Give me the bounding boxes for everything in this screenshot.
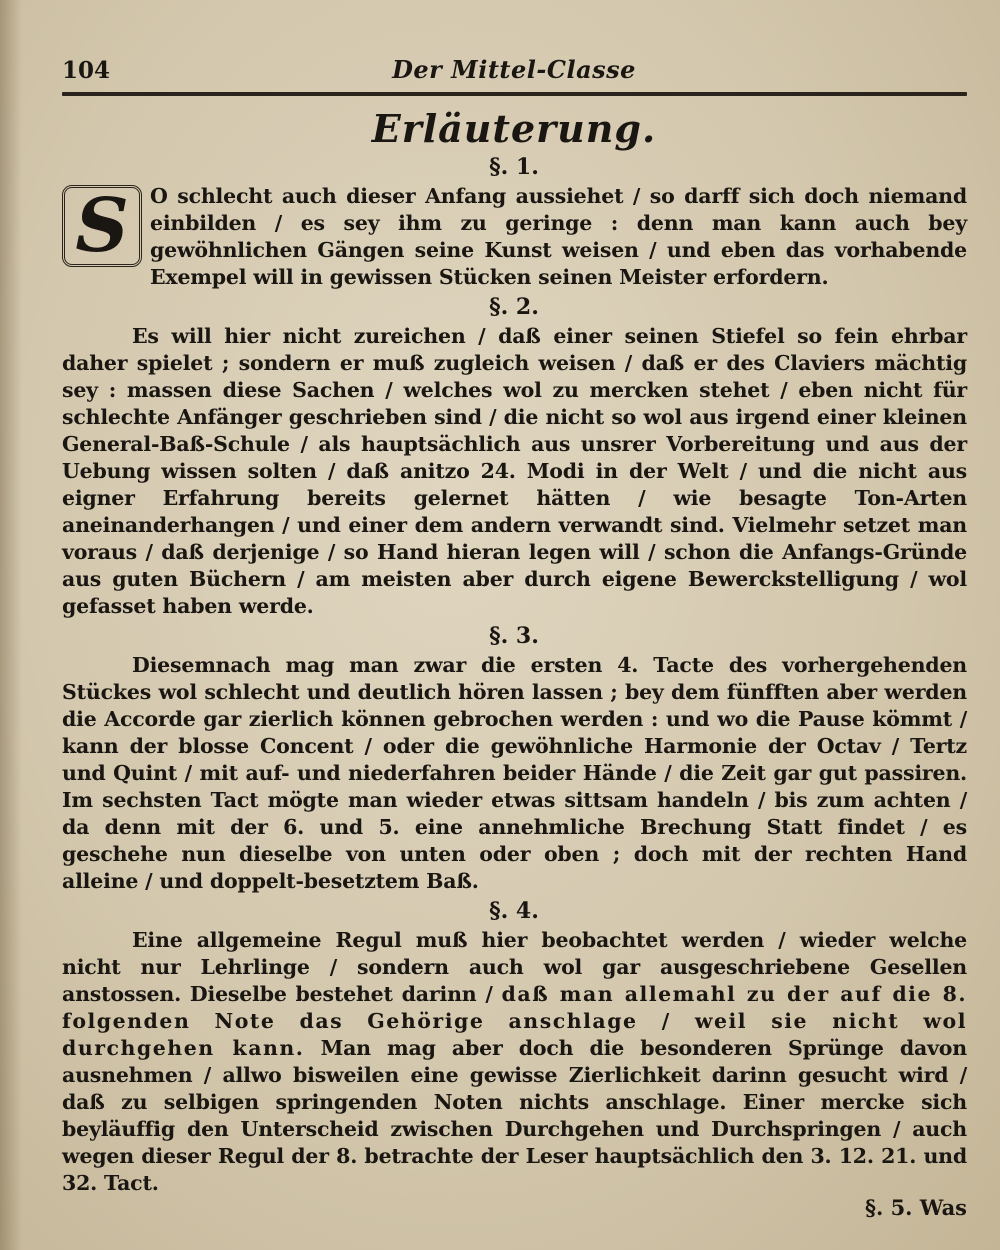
header-rule — [62, 92, 967, 96]
paragraph-number-3: §. 3. — [489, 623, 539, 649]
paragraph-1-text: O schlecht auch dieser Anfang aussiehet / so darff sich doch niemand einbilden / es sey ihm zu geringe : denn man kann auch bey gewöhnlichen Gängen seine Kunst weisen / und eben das vorhabende Exempel will in gewissen Stücken seinen Meister erfordern. — [150, 184, 967, 289]
running-head: Der Mittel-Classe — [392, 55, 636, 84]
catchword: §. 5. Was — [864, 1195, 967, 1220]
paragraph-2-text: Es will hier nicht zureichen / daß einer seinen Stiefel so fein ehrbar daher spielet ; sondern er muß zugleich weisen / daß er des Claviers mächtig sey : massen diese Sachen / welches wol zu mercken stehet / eben nicht für schlechte Anfänger geschrieben sind / die nicht so wol aus irgend einer kleinen General-Baß-Schule / als hauptsächlich aus unsrer Vorbereitung und aus der Uebung wissen solten / daß anitzo 24. Modi in der Welt / und die nicht aus eigner Erfahrung bereits gelernet hätten / wie besagte Ton-Arten aneinanderhangen / und einer dem andern verwandt sind. Vielmehr setzet man voraus / daß derjenige / so Hand hieran legen will / schon die Anfangs-Gründe aus guten Büchern / am meisten aber durch eigene Bewerckstelligung / wol gefasset haben werde. — [62, 324, 967, 618]
paragraph-4-text-after: Man mag aber doch die besonderen Sprünge davon ausnehmen / allwo bisweilen eine gewisse Zierlichkeit darinn gesucht wird / daß zu selbigen springenden Noten nichts anschlage. Einer mercke sich beyläuffig den Unterscheid zwischen Durchgehen und Durchspringen / auch wegen dieser Regul der 8. betrachte der Leser hauptsächlich den 3. 12. 21. und 32. Tact. — [62, 1036, 967, 1195]
paragraph-4-emphasis: daß man allemahl zu der auf die 8. folgenden Note das Gehörige anschlage / weil sie nicht wol durchgehen kann. — [62, 982, 967, 1060]
paragraph-3-text: Diesemnach mag man zwar die ersten 4. Tacte des vorhergehenden Stückes wol schlecht und deutlich hören lassen ; bey dem fünfften aber werden die Accorde gar zierlich können gebrochen werden : und wo die Pause kömmt / kann der blosse Concent / oder die gewöhnliche Harmonie der Octav / Tertz und Quint / mit auf- und niederfahren beider Hände / die Zeit gar gut passiren. Im sechsten Tact mögte man wieder etwas sittsam handeln / bis zum achten / da denn mit der 6. und 5. eine annehmliche Brechung Statt findet / es geschehe nun dieselbe von unten oder oben ; doch mit der rechten Hand alleine / und doppelt-besetztem Baß. — [62, 653, 967, 893]
page-number: 104 — [62, 57, 111, 84]
paragraph-1 — [62, 183, 967, 291]
paragraph-4-text-before: Eine allgemeine Regul muß hier beobachtet werden / wieder welche nicht nur Lehrlinge / sondern auch wol gar ausgeschriebene Gesellen anstossen. Dieselbe bestehet darinn / — [62, 928, 967, 1006]
paragraph-number-4: §. 4. — [489, 898, 539, 924]
page-header — [62, 48, 966, 84]
section-title: Erläuterung. — [371, 106, 657, 151]
paragraph-number-2: §. 2. — [489, 294, 539, 320]
paragraph-number-1: §. 1. — [489, 154, 539, 180]
decorated-initial: S — [62, 185, 142, 267]
paragraph-4 — [62, 927, 967, 1197]
